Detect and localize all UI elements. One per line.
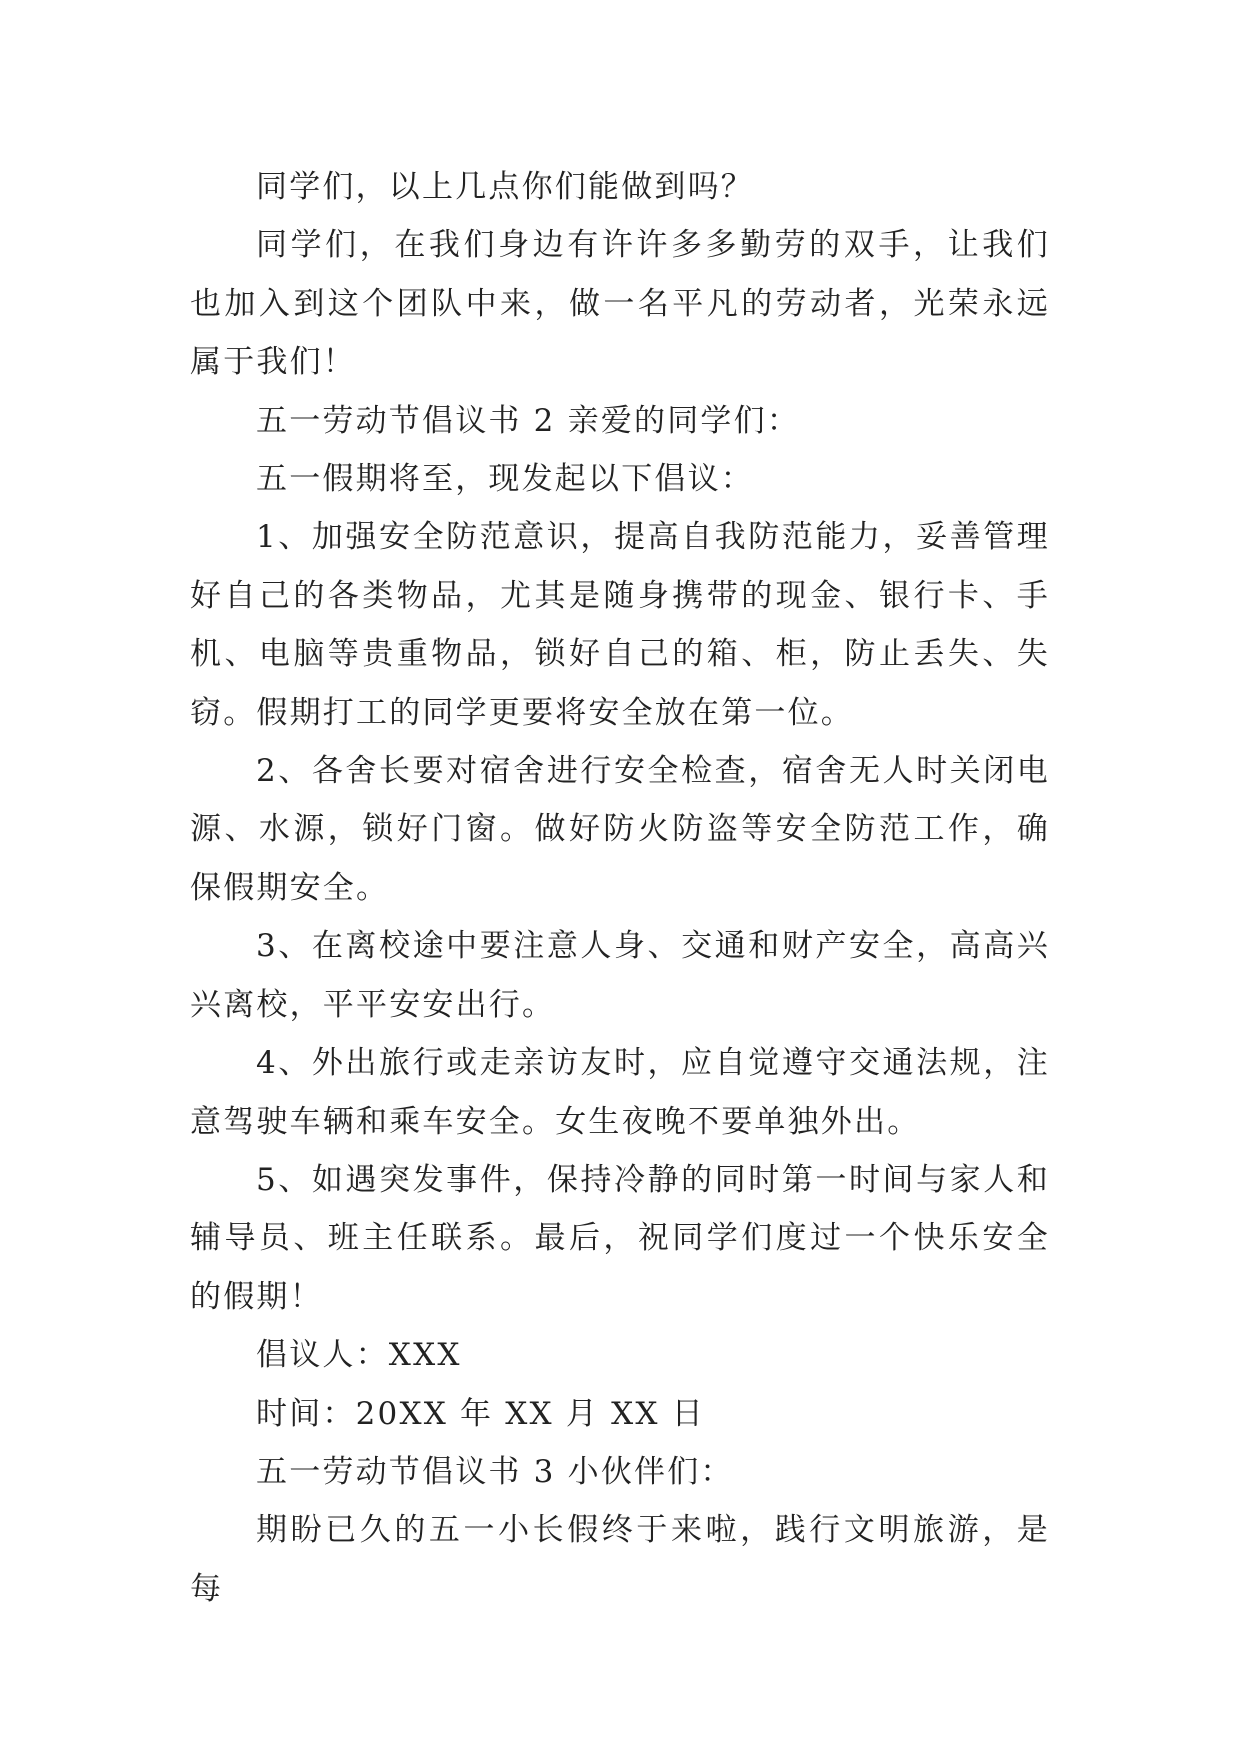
paragraph-item-2: 2、各舍长要对宿舍进行安全检查，宿舍无人时关闭电源、水源，锁好门窗。做好防火防盗等安全防范工作，确保假期安全。 — [190, 753, 1050, 906]
paragraph-item-4: 4、外出旅行或走亲访友时，应自觉遵守交通法规，注意驾驶车辆和乘车安全。女生夜晚不要单独外出。 — [190, 1045, 1050, 1140]
paragraph: 期盼已久的五一小长假终于来啦，践行文明旅游，是每 — [190, 1512, 1050, 1607]
paragraph-item-5: 5、如遇突发事件，保持冷静的同时第一时间与家人和辅导员、班主任联系。最后，祝同学们度过一个快乐安全的假期！ — [190, 1161, 1050, 1315]
paragraph-heading: 五一劳动节倡议书 3 小伙伴们： — [256, 1453, 734, 1490]
signatory-line: 倡议人：XXX — [256, 1337, 462, 1374]
paragraph-item-3: 3、在离校途中要注意人身、交通和财产安全，高高兴兴离校，平平安安出行。 — [190, 928, 1050, 1023]
paragraph-heading: 五一劳动节倡议书 2 亲爱的同学们： — [256, 402, 801, 439]
document-body — [190, 158, 1050, 1618]
paragraph: 同学们，在我们身边有许许多多勤劳的双手，让我们也加入到这个团队中来，做一名平凡的劳动者，光荣永远属于我们！ — [190, 227, 1050, 381]
paragraph: 五一假期将至，现发起以下倡议： — [256, 461, 754, 498]
paragraph: 同学们，以上几点你们能做到吗？ — [256, 169, 754, 205]
date-line: 时间：20XX 年 XX 月 XX 日 — [256, 1395, 705, 1432]
paragraph-item-1: 1、加强安全防范意识，提高自我防范能力，妥善管理好自己的各类物品，尤其是随身携带的现金、银行卡、手机、电脑等贵重物品，锁好自己的箱、柜，防止丢失、失窃。假期打工的同学更要将安全放在第一位。 — [190, 519, 1050, 731]
